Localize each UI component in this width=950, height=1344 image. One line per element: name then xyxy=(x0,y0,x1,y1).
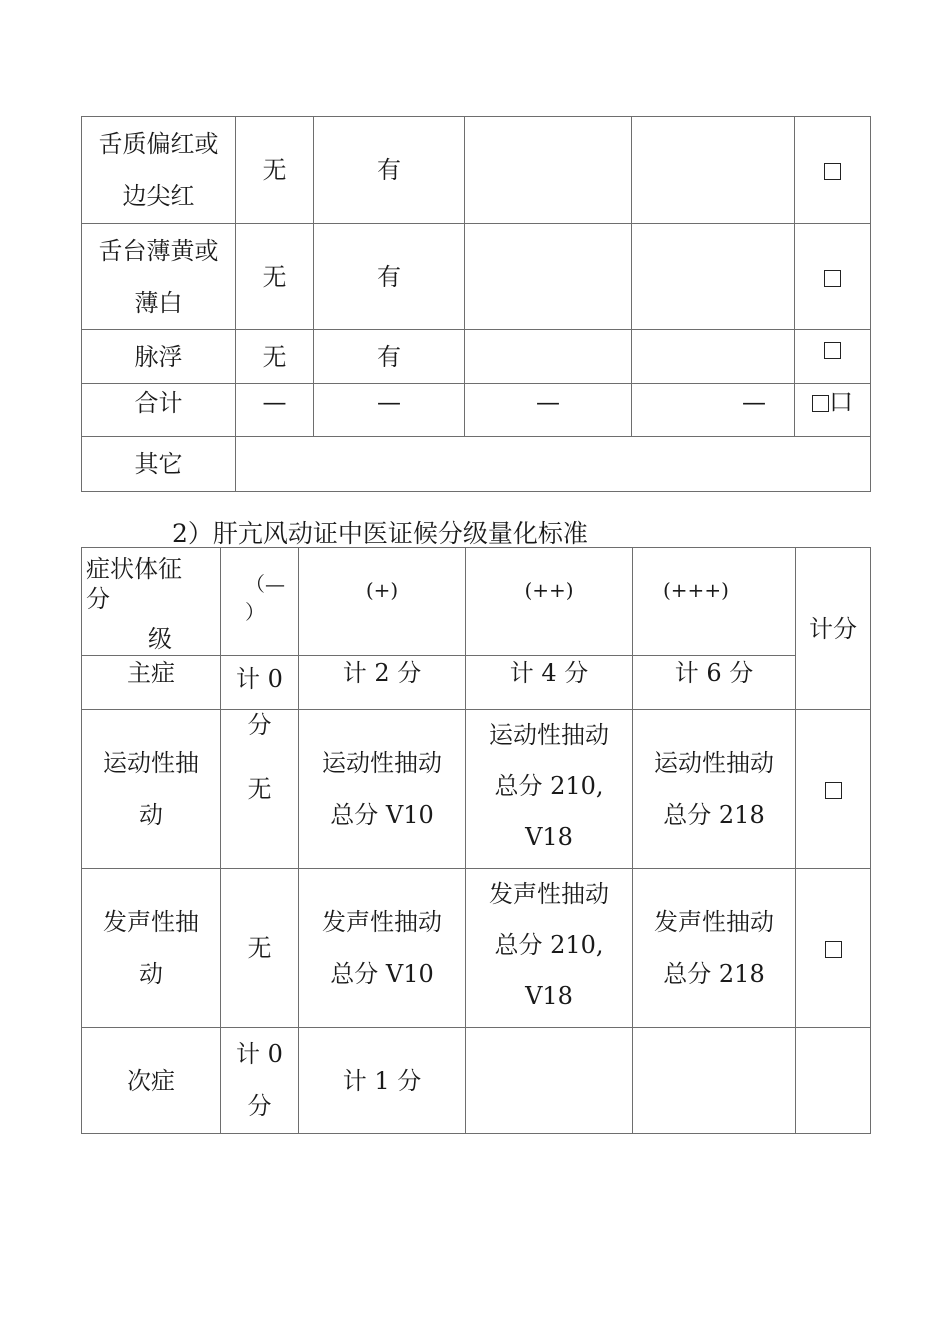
grade-plus3 xyxy=(632,117,795,224)
other-label: 其它 xyxy=(82,437,236,492)
header-symptom: 症状体征 分 级 xyxy=(82,548,221,656)
score-cell xyxy=(795,330,871,384)
secondary-symptom-row xyxy=(82,1028,871,1134)
grade-none: 无 xyxy=(221,869,299,1028)
grade-plus: 运动性抽动 总分 V10 xyxy=(299,710,466,869)
score-checkbox[interactable] xyxy=(825,782,842,799)
main-plus: 计 2 分 xyxy=(299,656,466,710)
symptom-name: 脉浮 xyxy=(82,330,236,384)
main-plus2: 计 4 分 xyxy=(466,656,633,710)
table-row xyxy=(82,710,871,869)
grade-plus: 有 xyxy=(314,330,465,384)
symptom-table-1 xyxy=(81,116,871,492)
total-c1: — xyxy=(236,384,314,437)
other-row xyxy=(82,437,871,492)
secondary-plus: 计 1 分 xyxy=(299,1028,466,1134)
table-row xyxy=(82,224,871,330)
secondary-plus2 xyxy=(466,1028,633,1134)
header-plus: (+) xyxy=(299,548,466,656)
symptom-table-2 xyxy=(81,547,871,1134)
score-checkbox[interactable] xyxy=(824,163,841,180)
grade-none: 无 xyxy=(236,224,314,330)
total-c4: — xyxy=(632,384,795,437)
total-c2: — xyxy=(314,384,465,437)
secondary-score xyxy=(796,1028,871,1134)
score-checkbox[interactable] xyxy=(824,270,841,287)
secondary-label: 次症 xyxy=(82,1028,221,1134)
table-row xyxy=(82,869,871,1028)
symptom-name: 运动性抽 动 xyxy=(82,710,221,869)
other-value[interactable] xyxy=(236,437,871,492)
grade-plus3 xyxy=(632,330,795,384)
secondary-none: 计 0 分 xyxy=(221,1028,299,1134)
table-row xyxy=(82,117,871,224)
table-row xyxy=(82,330,871,384)
header-none: （— ） xyxy=(221,548,299,656)
grade-plus3: 发声性抽动 总分 218 xyxy=(633,869,796,1028)
section-caption: 2）肝亢风动证中医证候分级量化标准 xyxy=(172,519,588,548)
main-label: 主症 xyxy=(82,656,221,710)
score-cell xyxy=(795,117,871,224)
total-row xyxy=(82,384,871,437)
secondary-plus3 xyxy=(633,1028,796,1134)
main-none: 计 0 分 xyxy=(221,656,299,710)
score-cell xyxy=(795,224,871,330)
symptom-name: 舌台薄黄或 薄白 xyxy=(82,224,236,330)
grade-plus2 xyxy=(465,224,632,330)
header-score: 计分 xyxy=(796,548,871,710)
grade-none: 无 xyxy=(236,330,314,384)
score-checkbox[interactable] xyxy=(825,941,842,958)
grade-plus3 xyxy=(632,224,795,330)
score-cell xyxy=(796,710,871,869)
total-label: 合计 xyxy=(82,384,236,437)
grade-plus3: 运动性抽动 总分 218 xyxy=(633,710,796,869)
header-grade-sub: 级 xyxy=(148,625,172,653)
symptom-name: 发声性抽 动 xyxy=(82,869,221,1028)
grade-plus: 有 xyxy=(314,224,465,330)
grade-plus2: 发声性抽动 总分 210, V18 xyxy=(466,869,633,1028)
total-score-suffix: 口 xyxy=(829,388,853,416)
score-checkbox[interactable] xyxy=(824,342,841,359)
grade-plus2 xyxy=(465,117,632,224)
header-plus3: (+++) xyxy=(633,548,796,656)
total-score xyxy=(795,384,871,437)
grade-none: 无 xyxy=(236,117,314,224)
total-c3: — xyxy=(465,384,632,437)
main-symptom-row xyxy=(82,656,871,710)
header-row xyxy=(82,548,871,656)
score-cell xyxy=(796,869,871,1028)
grade-none: 无 xyxy=(221,710,299,869)
header-plus2: (++) xyxy=(466,548,633,656)
grade-plus2 xyxy=(465,330,632,384)
grade-plus: 有 xyxy=(314,117,465,224)
score-checkbox[interactable] xyxy=(812,395,829,412)
grade-plus2: 运动性抽动 总分 210, V18 xyxy=(466,710,633,869)
main-plus3: 计 6 分 xyxy=(633,656,796,710)
symptom-name: 舌质偏红或 边尖红 xyxy=(82,117,236,224)
grade-plus: 发声性抽动 总分 V10 xyxy=(299,869,466,1028)
